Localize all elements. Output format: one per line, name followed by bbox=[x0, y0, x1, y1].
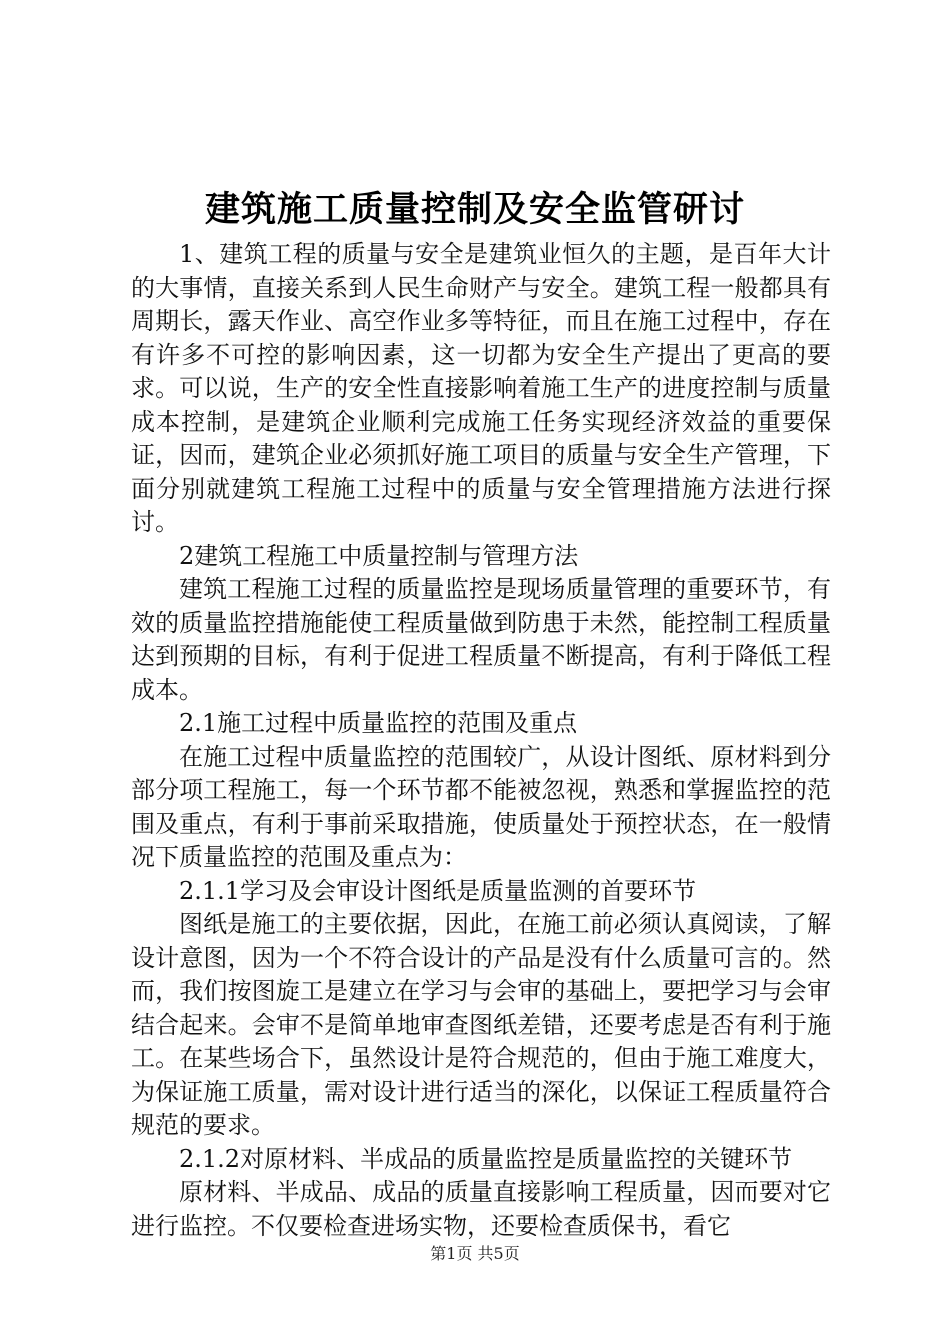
paragraph-intro: 1、建筑工程的质量与安全是建筑业恒久的主题，是百年大计的大事情，直接关系到人民生命财产与安全。建筑工程一般都具有周期长，露天作业、高空作业多等特征，而且在施工过程中，存在有许多不可控的影响因素，这一切都为安全生产提出了更高的要求。可以说，生产的安全性直接影响着施工生产的进度控制与质量成本控制，是建筑企业顺利完成施工任务实现经济效益的重要保证，因而，建筑企业必须抓好施工项目的质量与安全生产管理，下面分别就建筑工程施工过程中的质量与安全管理措施方法进行探讨。 bbox=[131, 240, 831, 536]
paragraph-section-2: 建筑工程施工过程的质量监控是现场质量管理的重要环节，有效的质量监控措施能使工程质量做到防患于未然，能控制工程质量达到预期的目标，有利于促进工程质量不断提高，有利于降低工程成本。 bbox=[131, 575, 831, 704]
section-heading-2-1-2: 2.1.2对原材料、半成品的质量监控是质量监控的关键环节 bbox=[179, 1144, 793, 1173]
paragraph-section-2-1-2: 原材料、半成品、成品的质量直接影响工程质量，因而要对它进行监控。不仅要检查进场实物，还要检查质保书，看它 bbox=[131, 1178, 831, 1240]
document-body bbox=[131, 238, 831, 1243]
document-title: 建筑施工质量控制及安全监管研讨 bbox=[204, 189, 745, 230]
paragraph-section-2-1-1: 图纸是施工的主要依据，因此，在施工前必须认真阅读，了解设计意图，因为一个不符合设计的产品是没有什么质量可言的。然而，我们按图旋工是建立在学习与会审的基础上，要把学习与会审结合起来。会审不是简单地审查图纸差错，还要考虑是否有利于施工。在某些场合下，虽然设计是符合规范的，但由于施工难度大，为保证施工质量，需对设计进行适当的深化，以保证工程质量符合规范的要求。 bbox=[131, 910, 831, 1139]
section-heading-2-1: 2.1施工过程中质量监控的范围及重点 bbox=[179, 709, 578, 737]
section-heading-2-1-1: 2.1.1学习及会审设计图纸是质量监测的首要环节 bbox=[179, 876, 697, 905]
paragraph-section-2-1: 在施工过程中质量监控的范围较广，从设计图纸、原材料到分部分项工程施工，每一个环节都不能被忽视，熟悉和掌握监控的范围及重点，有利于事前采取措施，使质量处于预控状态，在一般情况下质量监控的范围及重点为： bbox=[131, 742, 831, 871]
page-number-footer: 第1页 共5页 bbox=[430, 1244, 520, 1263]
section-heading-2: 2建筑工程施工中质量控制与管理方法 bbox=[179, 541, 579, 570]
